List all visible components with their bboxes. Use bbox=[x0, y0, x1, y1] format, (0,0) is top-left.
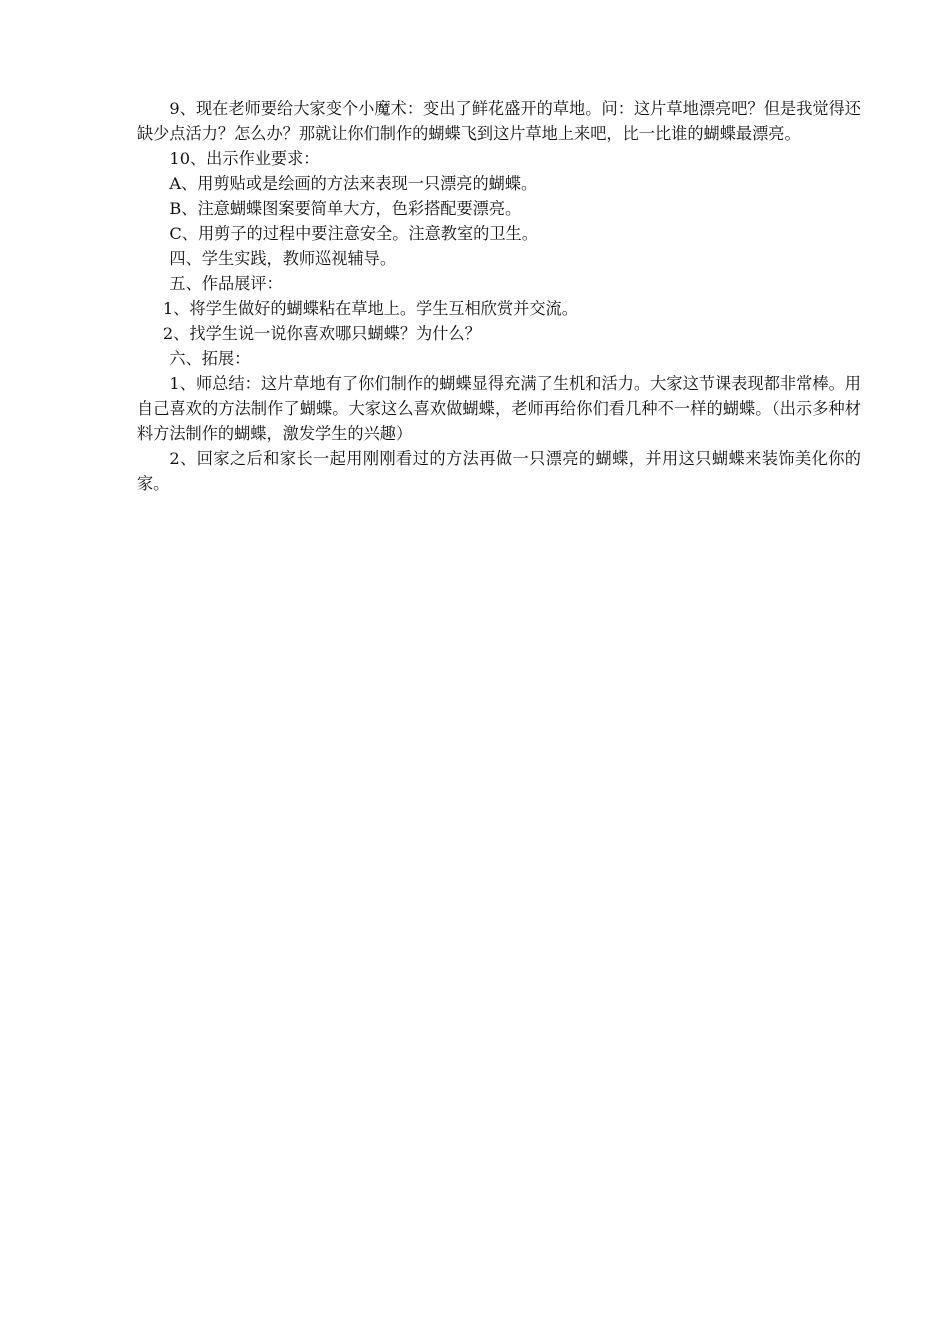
paragraph-requirement-b: B、注意蝴蝶图案要简单大方，色彩搭配要漂亮。 bbox=[169, 199, 522, 218]
section-student-practice: 四、学生实践，教师巡视辅导。 bbox=[169, 249, 397, 268]
paragraph-review-item-2: 2、找学生说一说你喜欢哪只蝴蝶？为什么？ bbox=[162, 324, 481, 343]
paragraph-assignment-heading: 10、出示作业要求： bbox=[169, 149, 320, 168]
paragraph-magic-trick: 9、现在老师要给大家变个小魔术：变出了鲜花盛开的草地。问：这片草地漂亮吧？但是我觉得还缺少点活力？怎么办？那就让你们制作的蝴蝶飞到这片草地上来吧，比一比谁的蝴蝶最漂亮。 bbox=[137, 99, 861, 143]
paragraph-review-item-1: 1、将学生做好的蝴蝶粘在草地上。学生互相欣赏并交流。 bbox=[162, 299, 578, 318]
paragraph-extension-item-1: 1、师总结：这片草地有了你们制作的蝴蝶显得充满了生机和活力。大家这节课表现都非常棒。用自己喜欢的方法制作了蝴蝶。大家这么喜欢做蝴蝶，老师再给你们看几种不一样的蝴蝶。（出示多种材料方法制作的蝴蝶，激发学生的兴趣） bbox=[137, 374, 861, 443]
paragraph-extension-item-2: 2、回家之后和家长一起用刚刚看过的方法再做一只漂亮的蝴蝶，并用这只蝴蝶来装饰美化你的家。 bbox=[137, 449, 861, 493]
section-work-review: 五、作品展评： bbox=[169, 274, 283, 293]
paragraph-requirement-c: C、用剪子的过程中要注意安全。注意教室的卫生。 bbox=[169, 224, 538, 243]
paragraph-requirement-a: A、用剪贴或是绘画的方法来表现一只漂亮的蝴蝶。 bbox=[169, 174, 538, 193]
document-body bbox=[137, 96, 861, 496]
section-extension: 六、拓展： bbox=[169, 349, 251, 368]
